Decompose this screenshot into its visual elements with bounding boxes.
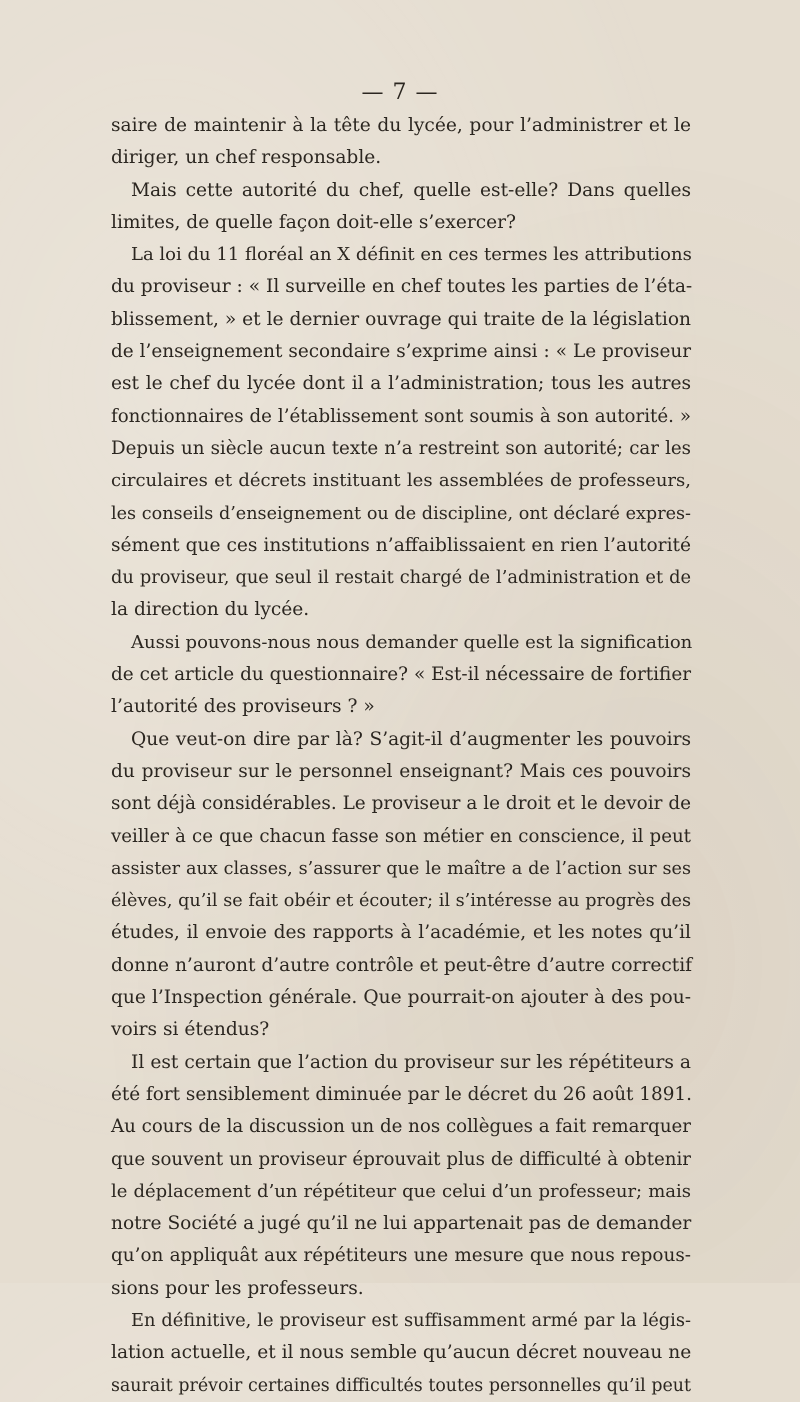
text-line: saire de maintenir à la tête du lycée, pour l’administrer et le xyxy=(111,115,691,136)
text-line: sément que ces institutions n’affaiblissaient en rien l’autorité xyxy=(111,534,691,556)
text-line: Que veut-on dire par là? S’agit-il d’augmenter les pouvoirs xyxy=(131,728,691,750)
page-number: — 7 — xyxy=(361,80,439,105)
text-line: sont déjà considérables. Le proviseur a le droit et le devoir de xyxy=(111,793,691,815)
text-line: veiller à ce que chacun fasse son métier en conscience, il peut xyxy=(111,825,691,847)
text-line: saurait prévoir certaines difficultés toutes personnelles qu’il peut xyxy=(111,1375,691,1396)
text-line: est le chef du lycée dont il a l’administration; tous les autres xyxy=(111,373,691,395)
text-line: du proviseur : « Il surveille en chef toutes les parties de l’éta- xyxy=(111,276,693,298)
text-line: l’autorité des proviseurs ? » xyxy=(111,696,375,718)
text-line: été fort sensiblement diminuée par le décret du 26 août 1891. xyxy=(111,1083,692,1105)
text-line: notre Société a jugé qu’il ne lui appartenait pas de demander xyxy=(111,1213,692,1235)
text-line: blissement, » et le dernier ouvrage qui traite de la législation xyxy=(111,308,691,330)
text-line: du proviseur, que seul il restait chargé de l’administration et de xyxy=(111,567,691,589)
text-line: Au cours de la discussion un de nos collègues a fait remarquer xyxy=(111,1116,691,1138)
text-line: lation actuelle, et il nous semble qu’aucun décret nouveau ne xyxy=(111,1342,692,1364)
text-line: que souvent un proviseur éprouvait plus de difficulté à obtenir xyxy=(111,1148,691,1170)
text-line: la direction du lycée. xyxy=(111,599,310,621)
text-line: études, il envoie des rapports à l’académie, et les notes qu’il xyxy=(111,922,691,944)
text-line: que l’Inspection générale. Que pourrait-on ajouter à des pou- xyxy=(111,987,691,1009)
text-line: les conseils d’enseignement ou de discipline, ont déclaré expres- xyxy=(111,503,691,524)
text-line: Mais cette autorité du chef, quelle est-elle? Dans quelles xyxy=(131,179,691,201)
text-line: circulaires et décrets instituant les assemblées de professeurs, xyxy=(111,470,691,492)
text-line: Il est certain que l’action du proviseur sur les répétiteurs a xyxy=(131,1051,691,1073)
text-line: qu’on appliquât aux répétiteurs une mesure que nous repous- xyxy=(111,1245,691,1267)
text-line: élèves, qu’il se fait obéir et écouter; il s’intéresse au progrès des xyxy=(111,891,691,912)
text-line: voirs si étendus? xyxy=(111,1019,270,1041)
text-line: Depuis un siècle aucun texte n’a restreint son autorité; car les xyxy=(111,437,691,459)
text-line: diriger, un chef responsable. xyxy=(111,147,382,169)
text-line: fonctionnaires de l’établissement sont soumis à son autorité. » xyxy=(111,405,691,427)
text-line: sions pour les professeurs. xyxy=(111,1277,364,1299)
text-line: limites, de quelle façon doit-elle s’exercer? xyxy=(111,211,516,233)
text-line: de l’enseignement secondaire s’exprime ainsi : « Le proviseur xyxy=(111,341,691,363)
text-line: Aussi pouvons-nous nous demander quelle est la signification xyxy=(131,631,693,653)
text-line: de cet article du questionnaire? « Est-il nécessaire de fortifier xyxy=(111,664,691,686)
text-line: le déplacement d’un répétiteur que celui d’un professeur; mais xyxy=(111,1180,691,1202)
text-line: du proviseur sur le personnel enseignant? Mais ces pouvoirs xyxy=(111,760,691,782)
text-line: La loi du 11 floréal an X définit en ces termes les attributions xyxy=(131,244,692,266)
text-line: donne n’auront d’autre contrôle et peut-être d’autre correctif xyxy=(111,954,693,976)
text-line: En définitive, le proviseur est suffisamment armé par la légis- xyxy=(131,1309,691,1331)
text-line: assister aux classes, s’assurer que le maître a de l’action sur ses xyxy=(111,858,691,879)
body-text xyxy=(111,110,691,1402)
